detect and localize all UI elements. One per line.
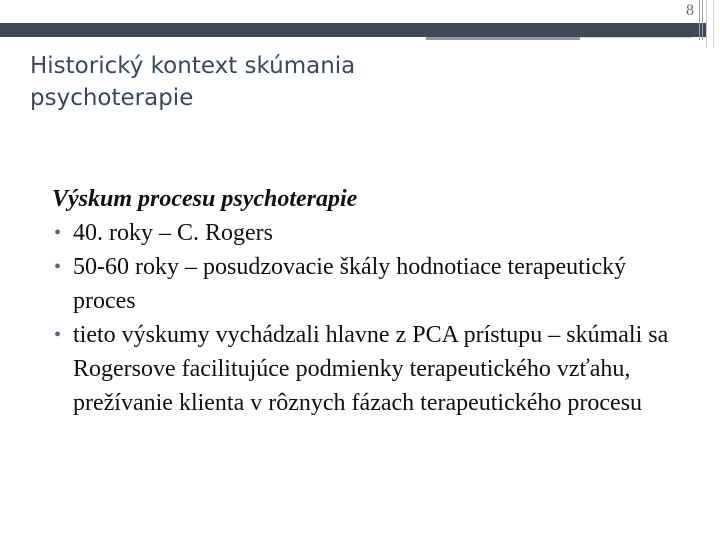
right-frame-line: [699, 0, 703, 40]
bullet-item: • 50-60 roky – posudzovacie škály hodnotiace terapeutický proces: [52, 250, 692, 318]
top-bar-accent: [426, 37, 580, 40]
top-bar-line: [580, 37, 692, 38]
bullet-list: [52, 216, 692, 420]
page-number: 8: [686, 2, 694, 19]
slide-title: Historický kontext skúmania psychoterapie: [30, 53, 356, 111]
top-decorative-bar: [0, 23, 706, 37]
bullet-item: • 40. roky – C. Rogers: [52, 216, 692, 250]
section-heading: Výskum procesu psychoterapie: [52, 186, 358, 212]
slide-content: [52, 182, 692, 420]
right-frame-line-outer: [706, 0, 714, 48]
bullet-item: • tieto výskumy vychádzali hlavne z PCA prístupu – skúmali sa Rogersove facilitujúce podmienky terapeutického vzťahu, prežívanie klienta v rôznych fázach terapeutického procesu: [52, 318, 692, 420]
